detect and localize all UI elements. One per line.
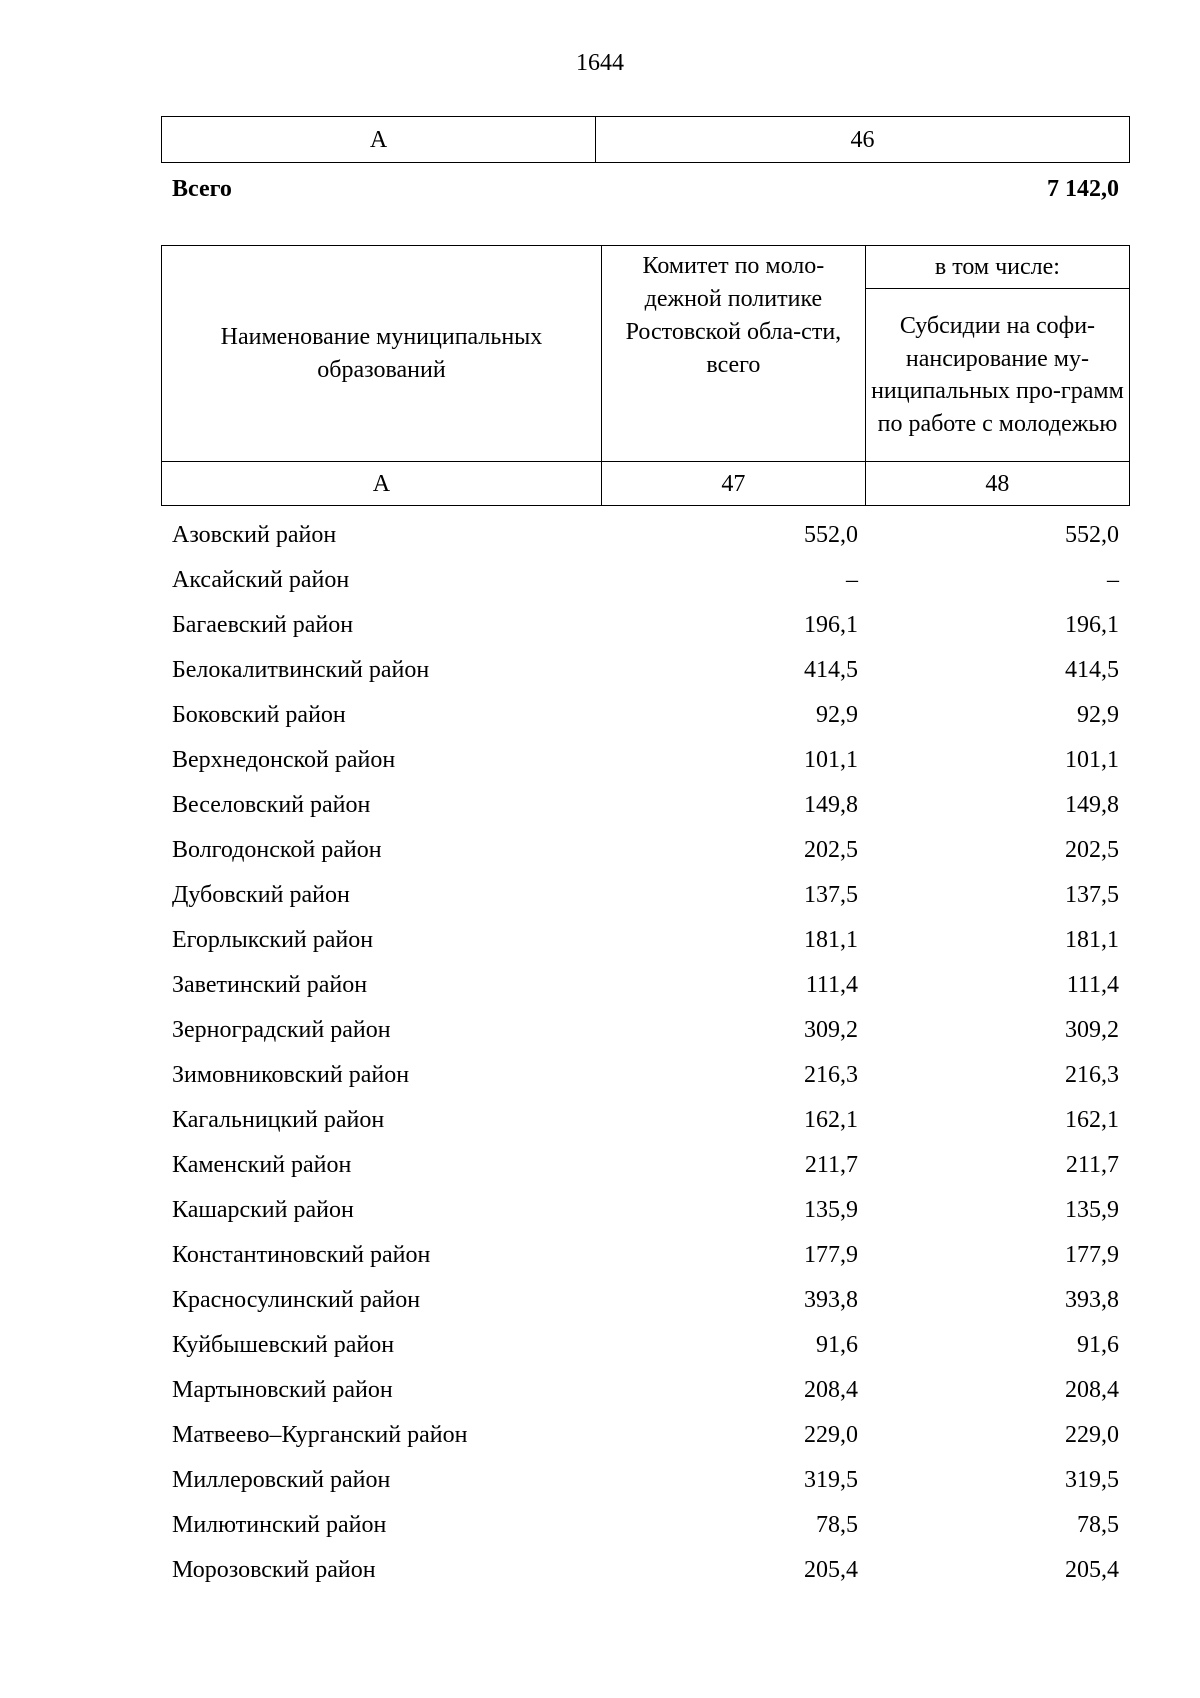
subsidy-value: 393,8 <box>1065 1287 1119 1313</box>
municipality-name: Верхнедонской район <box>172 747 396 773</box>
committee-total-value: 177,9 <box>804 1242 858 1268</box>
municipality-name: Веселовский район <box>172 792 371 818</box>
table-body <box>161 516 1130 1596</box>
municipality-name: Куйбышевский район <box>172 1332 395 1358</box>
committee-total-value: 309,2 <box>804 1017 858 1043</box>
committee-total-value: 202,5 <box>804 837 858 863</box>
table-header <box>161 245 1130 506</box>
subsidy-value: 92,9 <box>1077 702 1119 728</box>
subsidy-value: 229,0 <box>1065 1422 1119 1448</box>
table-row <box>161 966 1130 1011</box>
municipality-name: Заветинский район <box>172 972 368 998</box>
subsidy-value: – <box>1107 567 1119 593</box>
subsidy-value: 137,5 <box>1065 882 1119 908</box>
subsidy-value: 208,4 <box>1065 1377 1119 1403</box>
committee-total-value: 181,1 <box>804 927 858 953</box>
column-a-label: А <box>162 117 596 163</box>
subsidy-value: 149,8 <box>1065 792 1119 818</box>
table-row <box>161 921 1130 966</box>
header-subsidy: Субсидии на софи-нансирование му-ниципальных про-грамм по работе с молодежью <box>865 289 1129 462</box>
committee-total-value: 149,8 <box>804 792 858 818</box>
municipality-name: Белокалитвинский район <box>172 657 430 683</box>
total-label: Всего <box>172 176 232 202</box>
table-row <box>161 696 1130 741</box>
continuation-header-table <box>161 116 1130 163</box>
municipality-name: Боковский район <box>172 702 346 728</box>
header-num-47: 47 <box>601 462 865 506</box>
committee-total-value: 205,4 <box>804 1557 858 1583</box>
header-num-a: А <box>162 462 602 506</box>
table-row <box>161 1506 1130 1551</box>
table-row <box>161 1551 1130 1596</box>
municipality-name: Мартыновский район <box>172 1377 393 1403</box>
table-row <box>161 876 1130 921</box>
header-num-48: 48 <box>865 462 1129 506</box>
municipality-name: Аксайский район <box>172 567 350 593</box>
subsidy-value: 135,9 <box>1065 1197 1119 1223</box>
municipality-name: Волгодонской район <box>172 837 382 863</box>
committee-total-value: 216,3 <box>804 1062 858 1088</box>
table-row <box>161 651 1130 696</box>
subsidy-value: 211,7 <box>1065 1152 1119 1178</box>
municipality-name: Зерноградский район <box>172 1017 391 1043</box>
municipality-name: Зимовниковский район <box>172 1062 410 1088</box>
table-row <box>161 786 1130 831</box>
committee-total-value: 162,1 <box>804 1107 858 1133</box>
municipality-name: Кагальницкий район <box>172 1107 385 1133</box>
committee-total-value: 208,4 <box>804 1377 858 1403</box>
subsidy-value: 162,1 <box>1065 1107 1119 1133</box>
table-row <box>161 1326 1130 1371</box>
municipality-name: Дубовский район <box>172 882 350 908</box>
subsidy-value: 177,9 <box>1065 1242 1119 1268</box>
committee-total-value: 393,8 <box>804 1287 858 1313</box>
municipality-name: Кашарский район <box>172 1197 354 1223</box>
subsidy-value: 181,1 <box>1065 927 1119 953</box>
subsidy-value: 309,2 <box>1065 1017 1119 1043</box>
committee-total-value: 135,9 <box>804 1197 858 1223</box>
table-row <box>161 516 1130 561</box>
committee-total-value: 111,4 <box>805 972 858 998</box>
committee-total-value: 319,5 <box>804 1467 858 1493</box>
subsidy-value: 202,5 <box>1065 837 1119 863</box>
municipality-name: Красносулинский район <box>172 1287 421 1313</box>
table-row <box>161 831 1130 876</box>
table-row <box>161 1191 1130 1236</box>
subsidy-value: 91,6 <box>1077 1332 1119 1358</box>
table-row <box>161 1236 1130 1281</box>
column-46-label: 46 <box>596 117 1130 163</box>
subsidy-value: 205,4 <box>1065 1557 1119 1583</box>
municipality-name: Морозовский район <box>172 1557 376 1583</box>
municipality-name: Багаевский район <box>172 612 354 638</box>
committee-total-value: – <box>846 567 858 593</box>
table-row <box>161 741 1130 786</box>
committee-total-value: 78,5 <box>816 1512 858 1538</box>
page-number: 1644 <box>576 50 624 76</box>
table-row <box>161 1281 1130 1326</box>
committee-total-value: 196,1 <box>804 612 858 638</box>
table-row <box>161 1371 1130 1416</box>
committee-total-value: 211,7 <box>804 1152 858 1178</box>
municipality-name: Константиновский район <box>172 1242 431 1268</box>
header-committee-total: Комитет по моло-дежной политике Ростовской обла-сти, всего <box>601 246 865 462</box>
committee-total-value: 229,0 <box>804 1422 858 1448</box>
subsidy-value: 111,4 <box>1066 972 1119 998</box>
subsidy-value: 101,1 <box>1065 747 1119 773</box>
subsidy-value: 78,5 <box>1077 1512 1119 1538</box>
committee-total-value: 92,9 <box>816 702 858 728</box>
total-row <box>161 170 1130 210</box>
municipality-name: Каменский район <box>172 1152 352 1178</box>
municipality-name: Миллеровский район <box>172 1467 391 1493</box>
table-row <box>161 1416 1130 1461</box>
committee-total-value: 137,5 <box>804 882 858 908</box>
subsidy-value: 552,0 <box>1065 522 1119 548</box>
subsidy-value: 196,1 <box>1065 612 1119 638</box>
table-row <box>161 561 1130 606</box>
table-row <box>161 1101 1130 1146</box>
subsidy-value: 414,5 <box>1065 657 1119 683</box>
table-row <box>161 1146 1130 1191</box>
table-row <box>161 1011 1130 1056</box>
municipality-name: Азовский район <box>172 522 337 548</box>
committee-total-value: 552,0 <box>804 522 858 548</box>
subsidy-value: 319,5 <box>1065 1467 1119 1493</box>
table-row <box>161 1461 1130 1506</box>
municipality-name: Матвеево–Курганский район <box>172 1422 468 1448</box>
header-including: в том числе: <box>865 246 1129 289</box>
subsidy-value: 216,3 <box>1065 1062 1119 1088</box>
municipality-name: Милютинский район <box>172 1512 387 1538</box>
header-municipality-name: Наименование муниципальных образований <box>162 246 602 462</box>
committee-total-value: 91,6 <box>816 1332 858 1358</box>
total-value: 7 142,0 <box>1047 176 1119 202</box>
table-row <box>161 606 1130 651</box>
committee-total-value: 101,1 <box>804 747 858 773</box>
table-row <box>161 1056 1130 1101</box>
committee-total-value: 414,5 <box>804 657 858 683</box>
municipality-name: Егорлыкский район <box>172 927 374 953</box>
